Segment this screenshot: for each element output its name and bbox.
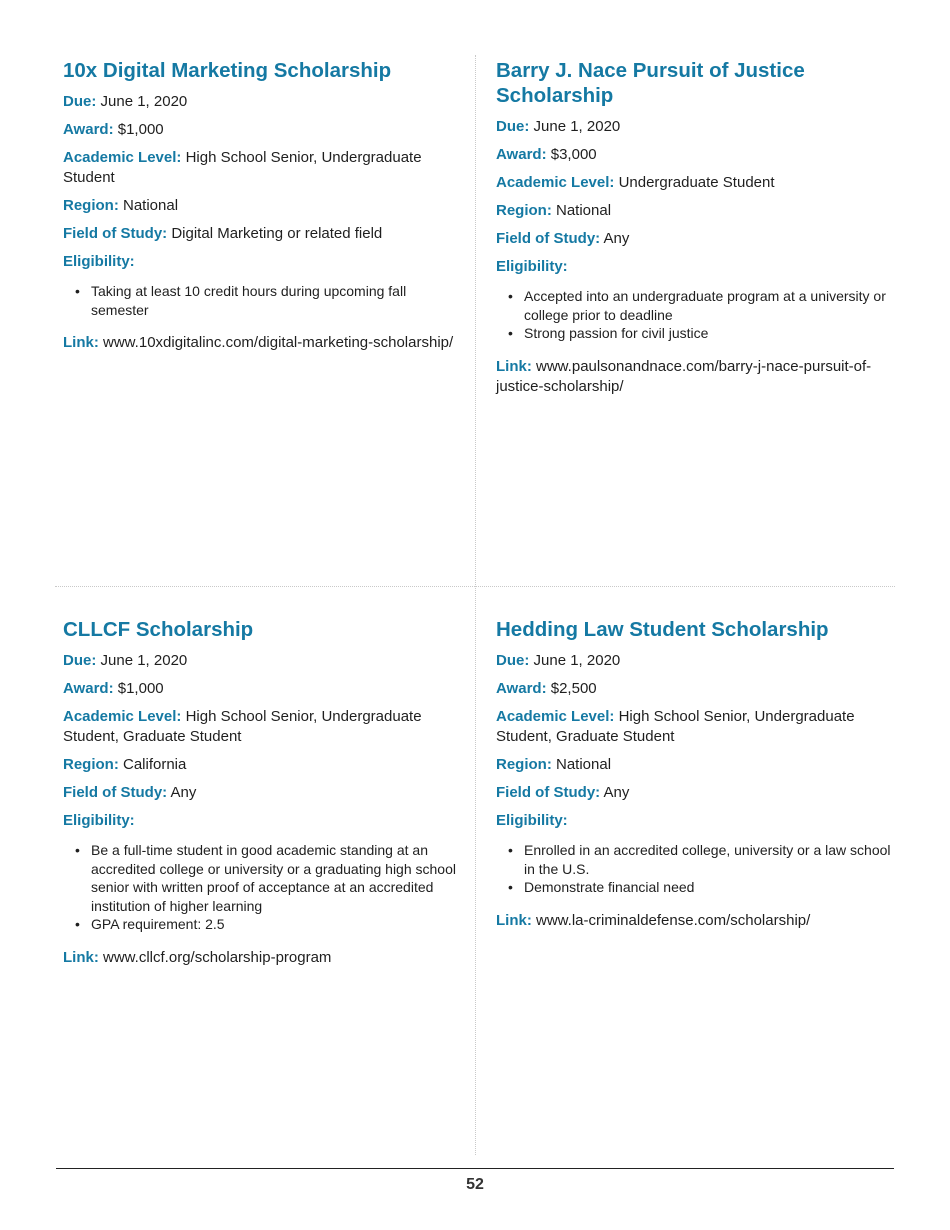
eligibility-list — [63, 282, 458, 319]
footer-rule — [56, 1168, 894, 1169]
scholarship-link[interactable]: www.cllcf.org/scholarship-program — [103, 948, 332, 966]
eligibility-item: • Be a full-time student in good academic standing at an accredited college or university or a graduating high school senior with written proof of acceptance at an accredited institution of higher learning — [91, 841, 458, 915]
award-label: Award: — [496, 680, 547, 697]
due-value: June 1, 2020 — [533, 118, 621, 135]
eligibility-heading: Eligibility: — [496, 812, 568, 829]
eligibility-item: • GPA requirement: 2.5 — [91, 915, 458, 934]
scholarship-title: 10x Digital Marketing Scholarship — [63, 59, 392, 82]
award-value: $3,000 — [550, 146, 597, 163]
field-of-study-label: Field of Study: — [63, 784, 168, 801]
due-field — [63, 92, 458, 112]
link-label: Link: — [63, 948, 99, 966]
eligibility-heading: Eligibility: — [63, 812, 135, 829]
row-divider — [55, 586, 895, 587]
link-field — [63, 948, 458, 968]
scholarship-title: CLLCF Scholarship — [63, 618, 254, 641]
eligibility-list — [496, 841, 891, 897]
eligibility-item: • Strong passion for civil justice — [524, 324, 891, 343]
award-value: $1,000 — [117, 680, 164, 697]
field-of-study-label: Field of Study: — [63, 225, 168, 242]
due-field — [496, 651, 891, 671]
region-field — [63, 755, 458, 775]
due-field — [496, 117, 891, 137]
field-of-study-label: Field of Study: — [496, 230, 601, 247]
academic-level-label: Academic Level: — [496, 174, 615, 191]
scholarship-card — [63, 617, 458, 976]
link-label: Link: — [63, 334, 99, 351]
award-label: Award: — [63, 121, 114, 138]
eligibility-item: • Enrolled in an accredited college, university or a law school in the U.S. — [524, 841, 891, 878]
academic-level-field — [496, 707, 891, 747]
academic-level-label: Academic Level: — [63, 149, 182, 166]
eligibility-heading: Eligibility: — [63, 253, 135, 270]
eligibility-heading: Eligibility: — [496, 258, 568, 275]
due-label: Due: — [63, 652, 97, 669]
due-field — [63, 651, 458, 671]
eligibility-item: • Demonstrate financial need — [524, 878, 891, 897]
academic-level-value: High School Senior, Undergraduate Student — [63, 149, 422, 186]
region-label: Region: — [63, 197, 119, 214]
award-field — [496, 145, 891, 165]
region-value: California — [123, 756, 187, 773]
region-field — [496, 201, 891, 221]
award-field — [63, 120, 458, 140]
region-field — [63, 196, 458, 216]
award-value: $2,500 — [550, 680, 597, 697]
region-value: National — [123, 197, 179, 214]
field-of-study-value: Any — [603, 230, 630, 247]
link-field — [496, 357, 891, 397]
due-value: June 1, 2020 — [100, 93, 188, 110]
eligibility-item: • Taking at least 10 credit hours during upcoming fall semester — [91, 282, 458, 319]
field-of-study-field — [63, 224, 458, 244]
due-value: June 1, 2020 — [533, 652, 621, 669]
page-number: 52 — [466, 1176, 484, 1193]
eligibility-list — [496, 287, 891, 343]
academic-level-label: Academic Level: — [63, 708, 182, 725]
field-of-study-value: Digital Marketing or related field — [171, 225, 383, 242]
due-label: Due: — [63, 93, 97, 110]
academic-level-field — [496, 173, 891, 193]
link-field — [496, 911, 891, 931]
scholarship-title: Barry J. Nace Pursuit of Justice Scholarship — [496, 59, 805, 107]
eligibility-item: • Accepted into an undergraduate program at a university or college prior to deadline — [524, 287, 891, 324]
academic-level-field — [63, 148, 458, 188]
link-label: Link: — [496, 911, 532, 929]
field-of-study-value: Any — [170, 784, 197, 801]
scholarship-link[interactable]: www.paulsonandnace.com/barry-j-nace-pursuit-of-justice-scholarship/ — [496, 357, 872, 395]
academic-level-value: Undergraduate Student — [618, 174, 775, 191]
academic-level-field — [63, 707, 458, 747]
region-value: National — [556, 756, 612, 773]
award-field — [496, 679, 891, 699]
scholarship-card — [496, 58, 891, 405]
academic-level-value: High School Senior, Undergraduate Student, Graduate Student — [63, 708, 422, 745]
field-of-study-field — [63, 783, 458, 803]
field-of-study-field — [496, 783, 891, 803]
academic-level-value: High School Senior, Undergraduate Student, Graduate Student — [496, 708, 855, 745]
award-field — [63, 679, 458, 699]
region-field — [496, 755, 891, 775]
eligibility-list — [63, 841, 458, 934]
link-field — [63, 333, 458, 353]
region-label: Region: — [496, 202, 552, 219]
field-of-study-value: Any — [603, 784, 630, 801]
region-label: Region: — [63, 756, 119, 773]
scholarship-link[interactable]: www.la-criminaldefense.com/scholarship/ — [536, 911, 811, 929]
academic-level-label: Academic Level: — [496, 708, 615, 725]
scholarship-card — [63, 58, 458, 361]
region-label: Region: — [496, 756, 552, 773]
award-value: $1,000 — [117, 121, 164, 138]
link-label: Link: — [496, 357, 532, 375]
scholarship-card — [496, 617, 891, 939]
due-label: Due: — [496, 118, 530, 135]
scholarship-link[interactable]: www.10xdigitalinc.com/digital-marketing-scholarship/ — [103, 334, 454, 351]
award-label: Award: — [496, 146, 547, 163]
award-label: Award: — [63, 680, 114, 697]
column-divider — [475, 55, 476, 1155]
field-of-study-field — [496, 229, 891, 249]
due-value: June 1, 2020 — [100, 652, 188, 669]
scholarship-title: Hedding Law Student Scholarship — [496, 618, 829, 641]
region-value: National — [556, 202, 612, 219]
field-of-study-label: Field of Study: — [496, 784, 601, 801]
due-label: Due: — [496, 652, 530, 669]
